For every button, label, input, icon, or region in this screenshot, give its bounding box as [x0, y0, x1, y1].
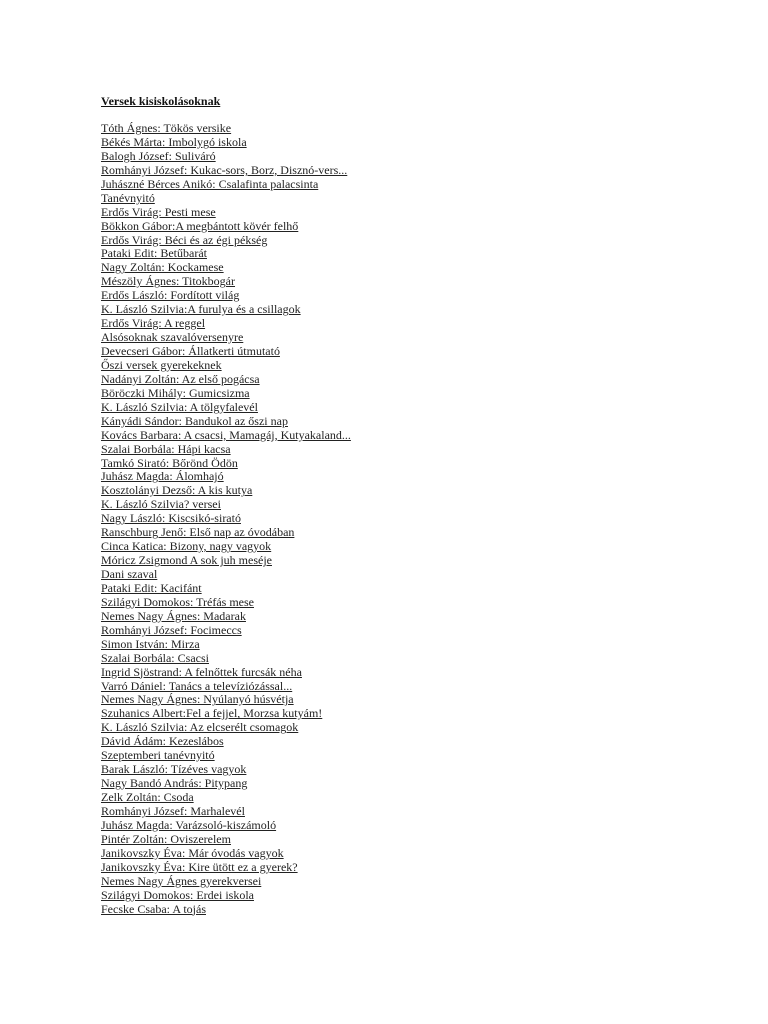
poem-link[interactable]: K. László Szilvia? versei [101, 497, 221, 512]
list-item [101, 735, 701, 749]
document-page [101, 94, 701, 916]
list-item [101, 234, 701, 248]
poem-link[interactable]: Pataki Edit: Kacifánt [101, 580, 202, 595]
poem-link[interactable]: Romhányi József: Focimeccs [101, 622, 242, 637]
poem-link[interactable]: Dani szaval [101, 567, 158, 581]
list-item [101, 206, 701, 220]
list-item [101, 540, 701, 554]
list-item [101, 457, 701, 471]
list-item [101, 247, 701, 261]
poem-link[interactable]: Kosztolányi Dezső: A kis kutya [101, 483, 253, 498]
poem-link[interactable]: K. László Szilvia: Az elcserélt csomagok [101, 720, 299, 735]
poem-link[interactable]: Balogh József: Suliváró [101, 148, 216, 163]
poem-link[interactable]: Barak László: Tízéves vagyok [101, 762, 247, 777]
poem-link[interactable]: Nagy Bandó András: Pitypang [101, 776, 248, 791]
list-item [101, 749, 701, 763]
list-item [101, 484, 701, 498]
poem-link[interactable]: Varró Dániel: Tanács a televíziózással... [101, 678, 293, 693]
poem-link[interactable]: Fecske Csaba: A tojás [101, 901, 206, 916]
list-item [101, 164, 701, 178]
list-item [101, 345, 701, 359]
list-item [101, 331, 701, 345]
poem-link[interactable]: Erdős Virág: A reggel [101, 316, 206, 331]
list-item [101, 220, 701, 234]
poem-link[interactable]: Erdős László: Fordított világ [101, 288, 240, 303]
list-item [101, 470, 701, 484]
poem-link[interactable]: K. László Szilvia:A furulya és a csillagok [101, 302, 301, 317]
list-item [101, 178, 701, 192]
list-item [101, 150, 701, 164]
list-item [101, 415, 701, 429]
list-item [101, 582, 701, 596]
list-item [101, 805, 701, 819]
list-item [101, 387, 701, 401]
poem-link[interactable]: Őszi versek gyerekeknek [101, 357, 222, 372]
list-item [101, 526, 701, 540]
list-item [101, 847, 701, 861]
poem-link[interactable]: Romhányi József: Marhalevél [101, 803, 245, 818]
poem-link[interactable]: Böröczki Mihály: Gumicsizma [101, 385, 250, 400]
poem-link[interactable]: Alsósoknak szavalóversenyre [101, 330, 244, 345]
poem-link[interactable]: Ranschburg Jenő: Első nap az óvodában [101, 525, 295, 540]
list-item [101, 512, 701, 526]
poem-link[interactable]: Nagy Zoltán: Kockamese [101, 260, 224, 275]
poem-link[interactable]: Szuhanics Albert:Fel a fejjel, Morzsa kutyám! [101, 706, 323, 721]
poem-link[interactable]: Pataki Edit: Betűbarát [101, 246, 207, 261]
poem-link[interactable]: Bökkon Gábor:A megbántott kövér felhő [101, 218, 299, 233]
poem-link[interactable]: Mészöly Ágnes: Titokbogár [101, 274, 236, 289]
list-item [101, 763, 701, 777]
poem-link[interactable]: Móricz Zsigmond A sok juh meséje [101, 553, 272, 568]
list-item [101, 889, 701, 903]
list-item [101, 554, 701, 568]
list-item [101, 122, 701, 136]
poem-link[interactable]: Romhányi József: Kukac-sors, Borz, Disznó-vers... [101, 162, 348, 177]
poem-link[interactable]: Devecseri Gábor: Állatkerti útmutató [101, 344, 280, 358]
list-item [101, 833, 701, 847]
poem-link[interactable]: Janikovszky Éva: Már óvodás vagyok [101, 845, 284, 860]
list-item [101, 861, 701, 875]
list-item [101, 317, 701, 331]
poem-link[interactable]: Szalai Borbála: Csacsi [101, 650, 209, 665]
poem-link[interactable]: Juhászné Bérces Anikó: Csalafinta palacsinta [101, 176, 319, 191]
poem-link[interactable]: Kovács Barbara: A csacsi, Mamagáj, Kutyakaland... [101, 427, 351, 442]
list-item [101, 303, 701, 317]
poem-link-list [101, 122, 701, 916]
list-item [101, 652, 701, 666]
list-item [101, 721, 701, 735]
list-item [101, 498, 701, 512]
poem-link[interactable]: Juhász Magda: Álomhajó [101, 469, 224, 484]
document-title: Versek kisiskolásoknak [101, 94, 221, 108]
poem-link[interactable]: Pintér Zoltán: Oviszerelem [101, 831, 231, 846]
list-item [101, 373, 701, 387]
list-item [101, 568, 701, 582]
list-item [101, 707, 701, 721]
poem-link[interactable]: Nemes Nagy Ágnes: Nyúlanyó húsvétja [101, 692, 294, 707]
poem-link[interactable]: Szilágyi Domokos: Tréfás mese [101, 594, 254, 609]
list-item [101, 610, 701, 624]
poem-link[interactable]: Janikovszky Éva: Kire ütött ez a gyerek? [101, 859, 298, 874]
poem-link[interactable]: Tóth Ágnes: Tökös versike [101, 121, 232, 135]
poem-link[interactable]: Dávid Ádám: Kezeslábos [101, 734, 224, 749]
list-item [101, 136, 701, 150]
list-item [101, 429, 701, 443]
list-item [101, 359, 701, 373]
poem-link[interactable]: K. László Szilvia: A tölgyfalevél [101, 399, 258, 414]
list-item [101, 192, 701, 206]
poem-link[interactable]: Ingrid Sjöstrand: A felnőttek furcsák néha [101, 664, 302, 679]
poem-link[interactable]: Cinca Katica: Bizony, nagy vagyok [101, 539, 272, 554]
poem-link[interactable]: Nemes Nagy Ágnes: Madarak [101, 608, 246, 623]
list-item [101, 624, 701, 638]
poem-link[interactable]: Tamkó Sirató: Bőrönd Ödön [101, 455, 238, 470]
poem-link[interactable]: Juhász Magda: Varázsoló-kiszámoló [101, 817, 277, 832]
list-item [101, 791, 701, 805]
poem-link[interactable]: Erdős Virág: Pesti mese [101, 204, 216, 219]
poem-link[interactable]: Nadányi Zoltán: Az első pogácsa [101, 371, 260, 386]
list-item [101, 443, 701, 457]
poem-link[interactable]: Békés Márta: Imbolygó iskola [101, 134, 247, 149]
poem-link[interactable]: Nagy László: Kiscsikó-sirató [101, 511, 241, 526]
list-item [101, 903, 701, 917]
poem-link[interactable]: Tanévnyitó [101, 190, 155, 205]
poem-link[interactable]: Szilágyi Domokos: Erdei iskola [101, 887, 254, 902]
list-item [101, 875, 701, 889]
poem-link[interactable]: Nemes Nagy Ágnes gyerekversei [101, 873, 262, 888]
list-item [101, 596, 701, 610]
list-item [101, 638, 701, 652]
list-item [101, 261, 701, 275]
list-item [101, 666, 701, 680]
list-item [101, 680, 701, 694]
poem-link[interactable]: Simon István: Mirza [101, 636, 200, 651]
poem-link[interactable]: Szalai Borbála: Hápi kacsa [101, 441, 231, 456]
list-item [101, 693, 701, 707]
poem-link[interactable]: Kányádi Sándor: Bandukol az őszi nap [101, 413, 288, 428]
poem-link[interactable]: Erdős Virág: Béci és az égi pékség [101, 232, 268, 247]
poem-link[interactable]: Szeptemberi tanévnyitó [101, 748, 215, 763]
list-item [101, 289, 701, 303]
list-item [101, 275, 701, 289]
list-item [101, 401, 701, 415]
list-item [101, 819, 701, 833]
list-item [101, 777, 701, 791]
poem-link[interactable]: Zelk Zoltán: Csoda [101, 790, 194, 804]
